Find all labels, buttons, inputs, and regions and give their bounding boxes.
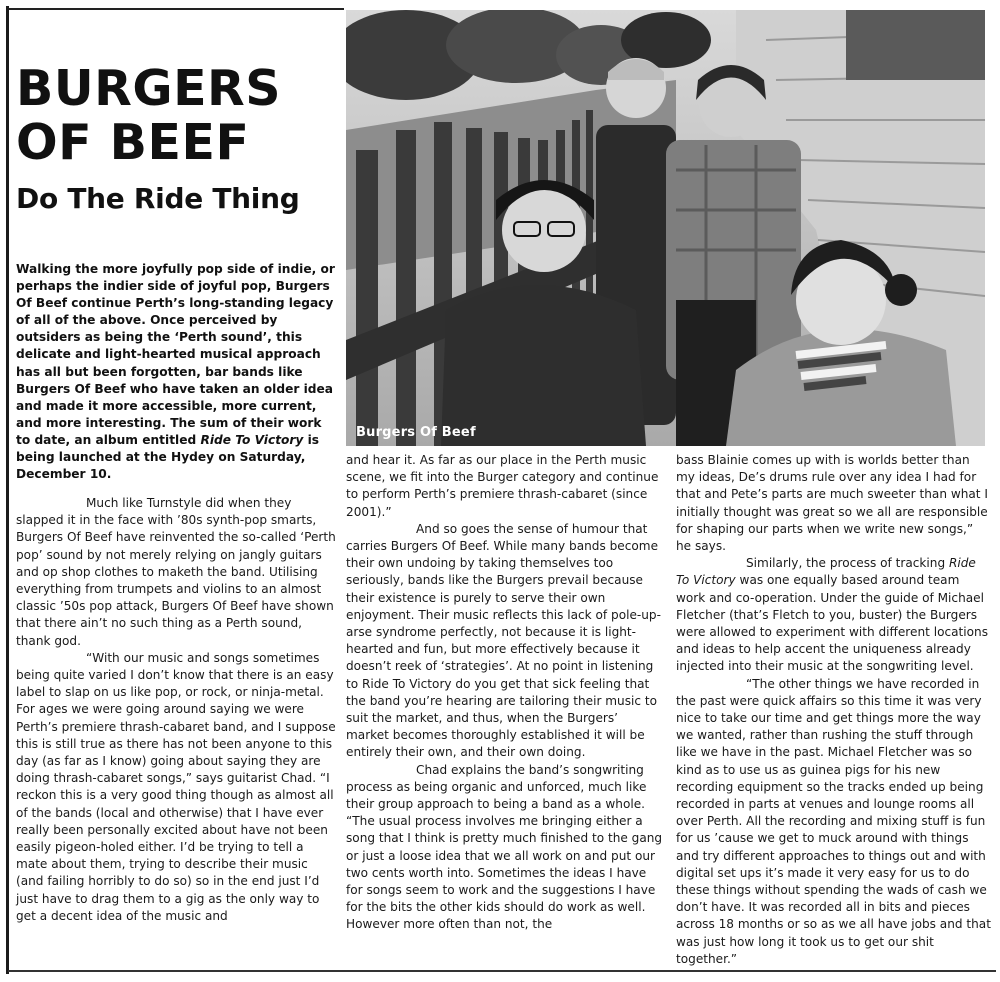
body-column-3	[676, 452, 992, 968]
bottom-rule	[8, 970, 996, 972]
col2-paragraph-3: Chad explains the band’s songwriting process as being organic and unforced, much like their group approach to being a band as a whole. “The usual process involves me bringing either a song that I think is pretty much finished to the gang or just a loose idea that we all work on and put our two cents worth into. Sometimes the ideas I have for songs seem to work and the suggestions I have for the bits the other kids should do work as well. However more often than not, the	[346, 762, 663, 932]
intro-album-title: Ride To Victory	[200, 432, 304, 447]
band-photo	[346, 10, 985, 446]
col2-paragraph-1: and hear it. As far as our place in the Perth music scene, we fit into the Burger category and continue to perform Perth’s premiere thrash-cabaret (since 2001).”	[346, 453, 659, 519]
col3-album-title: Ride To Victory	[676, 556, 976, 588]
intro-paragraph	[16, 261, 336, 483]
col1-paragraph-2: “With our music and songs sometimes being quite varied I don’t know that there is an easy label to slap on us like pop, or rock, or ninja-metal. For ages we were going around saying we were Perth’s premiere thrash-cabaret band, and I suppose this is still true as there has not been anyone to this day (as far as I know) going about saying they are doing thrash-cabaret songs,” says guitarist Chad. “I reckon this is a very good thing though as almost all of the bands (local and otherwise) that I have ever really been personally excited about have not been easily pigeon-holed either. I’d be trying to tell a mate about them, trying to describe their music (and failing horribly to do so) so in the end just I’d just have to drag them to a gig as the only way to get a decent idea of the music and	[16, 650, 336, 923]
photo-caption: Burgers Of Beef	[356, 425, 476, 440]
left-column-rule	[6, 6, 9, 974]
col3-p2-text-c: was one equally based around team work and co-operation. Under the guide of Michael Fletcher (that’s Fletch to you, buster) the Burgers were allowed to experiment with different locations and ideas to help accent the uniqueness already injected into their music at the songwriting level.	[676, 573, 988, 674]
col3-paragraph-3: “The other things we have recorded in the past were quick affairs so this time it was very nice to take our time and get things more the way we wanted, rather than rushing the stuff through like we have in the past. Michael Fletcher was so kind as to use us as guinea pigs for his new recording equipment so the tracks ended up being recorded in parts at venues and lounge rooms all over Perth. All the recording and mixing stuff is fun for us ’cause we get to muck around with things and try different approaches to things out and with digital set ups it’s made it very easy for us to do these things without spending the wads of cash we don’t have. It was recorded all in bits and pieces across 18 months or so as we all have jobs and that was just how long it took us to get our shit together.”	[676, 676, 991, 966]
band-photo-image	[346, 10, 985, 446]
intro-text-c: is being launched at the Hydey on Saturday, December 10.	[16, 432, 320, 482]
intro-text-a: Walking the more joyfully pop side of indie, or perhaps the indier side of joyful pop, Burgers Of Beef continue Perth’s long-standing legacy of all of the above. Once perceived by outsiders as being the ‘Perth sound’, this delicate and light-hearted musical approach has all but been forgotten, bar bands like Burgers Of Beef who have taken an older idea and made it more accessible, more current, and more interesting. The sum of their work to date, an album entitled	[16, 262, 335, 447]
top-rule	[8, 8, 344, 10]
body-column-1	[16, 495, 336, 925]
subhead: Do The Ride Thing	[16, 182, 300, 215]
col3-paragraph-2	[676, 555, 992, 675]
col3-paragraph-1: bass Blainie comes up with is worlds better than my ideas, De’s drums rule over any idea I had for that and Pete’s parts are much sweeter than what I initially thought was great so we all are responsible for shaping our parts when we write new songs,” he says.	[676, 453, 988, 554]
col1-paragraph-1: Much like Turnstyle did when they slapped it in the face with ’80s synth-pop smarts, Burgers Of Beef have reinvented the so-called ‘Perth pop’ sound by not merely relying on jangly guitars and op shop clothes to maketh the band. Utilising everything from trumpets and violins to an almost classic ’50s pop attack, Burgers Of Beef have shown that there ain’t no such thing as a Perth sound, thank god.	[16, 496, 336, 648]
col2-paragraph-2: And so goes the sense of humour that carries Burgers Of Beef. While many bands become their own undoing by taking themselves too seriously, bands like the Burgers prevail because their existence is purely to serve their own enjoyment. Their music reflects this lack of pole-up-arse syndrome perfectly, not because it is light-hearted and fun, but more effectively because it doesn’t reek of ‘strategies’. At no point in listening to Ride To Victory do you get that sick feeling that the band you’re hearing are tailoring their music to suit the market, and thus, when the Burgers’ market becomes thoroughly established it will be entirely their own, and their own doing.	[346, 521, 661, 760]
col3-p2-text-a: Similarly, the process of tracking	[746, 556, 949, 571]
body-column-2	[346, 452, 664, 934]
headline: BURGERS OF BEEF	[16, 60, 282, 171]
